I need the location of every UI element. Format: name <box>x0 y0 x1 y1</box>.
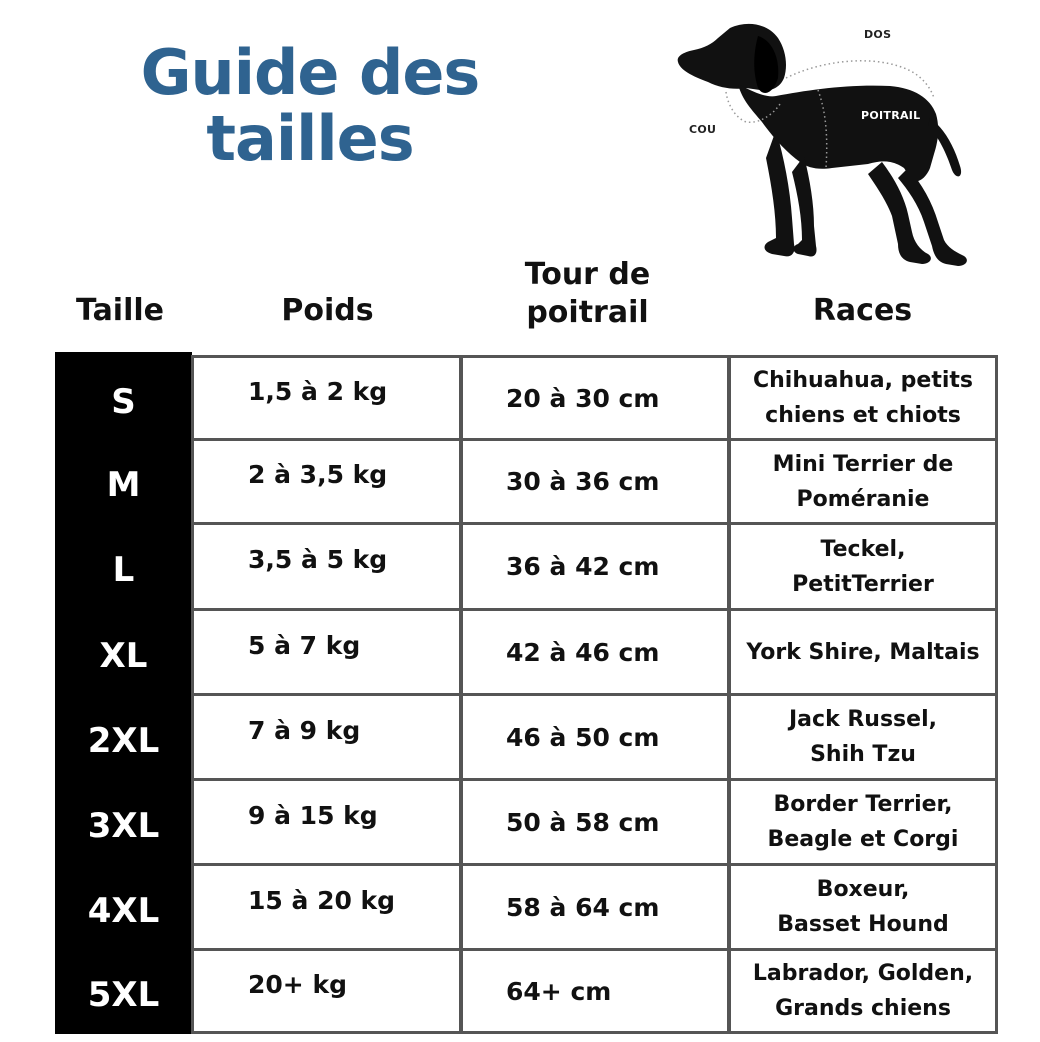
cell-races: York Shire, Maltais <box>728 608 998 696</box>
cell-poids: 20+ kg <box>191 948 462 1034</box>
size-label: 2XL <box>87 721 160 761</box>
cell-races: Jack Russel, Shih Tzu <box>728 693 998 781</box>
cell-poids: 5 à 7 kg <box>191 608 462 696</box>
cell-races: Chihuahua, petits chiens et chiots <box>728 355 998 441</box>
size-label: M <box>106 465 141 505</box>
label-cou: COU <box>689 123 717 136</box>
cell-poids: 3,5 à 5 kg <box>191 522 462 611</box>
cell-poids: 1,5 à 2 kg <box>191 355 462 441</box>
header-races: Races <box>812 293 913 328</box>
cell-tour-de-poitrail: 64+ cm <box>460 948 730 1034</box>
cell-poids: 15 à 20 kg <box>191 863 462 951</box>
cell-poids: 9 à 15 kg <box>191 778 462 866</box>
header-poids: Poids <box>281 293 374 328</box>
size-label: S <box>111 382 136 422</box>
cell-races: Labrador, Golden, Grands chiens <box>728 948 998 1034</box>
cell-tour-de-poitrail: 36 à 42 cm <box>460 522 730 611</box>
header-taille: Taille <box>75 293 165 328</box>
cell-poids: 7 à 9 kg <box>191 693 462 781</box>
cell-races: Mini Terrier de Poméranie <box>728 438 998 525</box>
size-label: XL <box>99 636 148 676</box>
size-label: L <box>112 550 135 590</box>
label-poitrail: POITRAIL <box>861 109 921 122</box>
cell-races: Teckel, PetitTerrier <box>728 522 998 611</box>
label-dos: DOS <box>864 28 892 41</box>
size-label: 3XL <box>87 806 160 846</box>
size-label: 4XL <box>87 891 160 931</box>
cell-tour-de-poitrail: 58 à 64 cm <box>460 863 730 951</box>
size-label: 5XL <box>87 975 160 1015</box>
header-tour-de-poitrail: Tour de poitrail <box>524 257 651 330</box>
cell-poids: 2 à 3,5 kg <box>191 438 462 525</box>
cell-tour-de-poitrail: 42 à 46 cm <box>460 608 730 696</box>
title-line-2: tailles <box>206 102 414 175</box>
page-title <box>120 36 500 175</box>
cell-tour-de-poitrail: 30 à 36 cm <box>460 438 730 525</box>
cell-races: Border Terrier, Beagle et Corgi <box>728 778 998 866</box>
cell-tour-de-poitrail: 20 à 30 cm <box>460 355 730 441</box>
cell-tour-de-poitrail: 46 à 50 cm <box>460 693 730 781</box>
title-line-1: Guide des <box>140 36 480 109</box>
cell-tour-de-poitrail: 50 à 58 cm <box>460 778 730 866</box>
dog-measurement-illustration <box>668 18 988 273</box>
cell-races: Boxeur, Basset Hound <box>728 863 998 951</box>
